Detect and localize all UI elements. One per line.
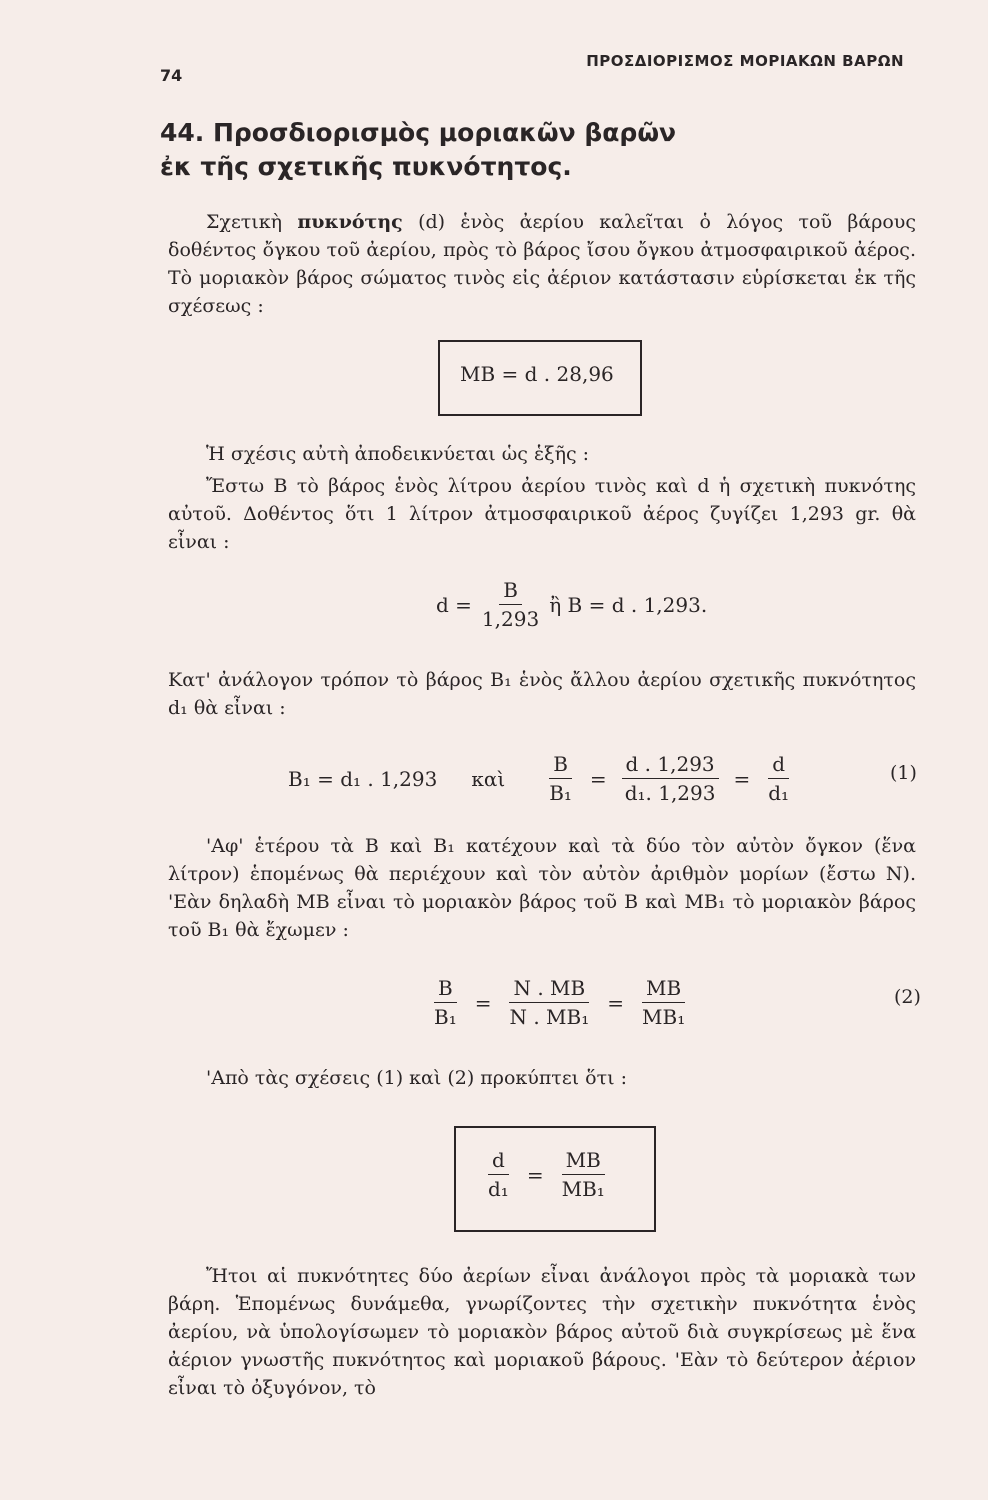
eq3-fraction-3 bbox=[764, 752, 793, 805]
definition-term: πυκνότης bbox=[297, 211, 403, 233]
box2-f2-numerator: MB bbox=[562, 1148, 605, 1175]
eq4-f1-numerator: B bbox=[434, 976, 457, 1003]
paragraph-weight-liter: Ἔστω Β τὸ βάρος ἑνὸς λίτρου ἀερίου τινὸς καὶ d ἡ σχετικὴ πυκνότης αὐτοῦ. Δοθέντος ὅτι 1 λίτρον ἀτμοσφαιρικοῦ ἀέρος ζυγίζει 1,293 gr. θὰ εἶναι : bbox=[168, 475, 916, 553]
eq3-f1-numerator: B bbox=[549, 752, 572, 779]
equals-sign: = bbox=[733, 766, 751, 791]
box2-f1-denominator: d₁ bbox=[488, 1177, 509, 1201]
equation-mb-density: MB = d . 28,96 bbox=[460, 362, 614, 386]
eq4-f3-numerator: MB bbox=[642, 976, 685, 1003]
page-number: 74 bbox=[160, 66, 183, 85]
box2-f2-denominator: MB₁ bbox=[561, 1177, 605, 1201]
eq3-f1-denominator: B₁ bbox=[549, 781, 572, 805]
box2-fraction-2 bbox=[558, 1148, 609, 1201]
eq2-numerator: B bbox=[499, 578, 522, 605]
eq4-fraction-1 bbox=[430, 976, 461, 1029]
eq3-f3-denominator: d₁ bbox=[768, 781, 790, 805]
paragraph-conclusion-intro: 'Απὸ τὰς σχέσεις (1) καὶ (2) προκύπτει ὅτι : bbox=[206, 1067, 627, 1089]
running-title: ΠΡΟΣΔΙΟΡΙΣΜΟΣ ΜΟΡΙΑΚΩΝ ΒΑΡΩΝ bbox=[586, 52, 904, 70]
definition-rest: (d) ἑνὸς ἀερίου καλεῖται ὁ λόγος τοῦ βάρους δοθέντος ὄγκου τοῦ ἀερίου, πρὸς τὸ βάρος ἴσου ὄγκου ἀτμοσφαιρικοῦ ἀέρος. Τὸ μοριακὸν βάρος σώματος τινὸς εἰς ἀέριον κατάστασιν εὑρίσκεται ἐκ τῆς σχέσεως : bbox=[168, 211, 916, 317]
eq2-rhs: ἢ B = d . 1,293. bbox=[549, 592, 708, 617]
equation-1 bbox=[288, 752, 799, 805]
eq3-fraction-1 bbox=[545, 752, 576, 805]
paragraph-analogous: Κατ' ἀνάλογον τρόπον τὸ βάρος Β₁ ἑνὸς ἄλλου ἀερίου σχετικῆς πυκνότητος d₁ θὰ εἶναι : bbox=[168, 669, 916, 719]
equals-sign: = bbox=[526, 1162, 544, 1187]
eq4-fraction-3 bbox=[638, 976, 689, 1029]
equation-2 bbox=[424, 976, 695, 1029]
equals-sign: = bbox=[589, 766, 607, 791]
eq2-lhs: d = bbox=[436, 592, 472, 617]
paragraph-proof-intro: Ἡ σχέσις αὐτὴ ἀποδεικνύεται ὡς ἑξῆς : bbox=[206, 443, 590, 465]
equation-number-2: (2) bbox=[894, 986, 921, 1008]
section-title: 44. Προσδιορισμὸς μοριακῶν βαρῶν ἐκ τῆς σχετικῆς πυκνότητος. bbox=[160, 118, 677, 181]
box2-fraction-1 bbox=[484, 1148, 513, 1201]
eq4-f3-denominator: MB₁ bbox=[642, 1005, 686, 1029]
equation-density-molar-ratio bbox=[478, 1148, 615, 1201]
eq2-fraction bbox=[478, 578, 543, 631]
equals-sign: = bbox=[474, 990, 492, 1015]
definition-lead: Σχετικὴ bbox=[206, 211, 298, 233]
paragraph-conclusion: Ἤτοι αἱ πυκνότητες δύο ἀερίων εἶναι ἀνάλογοι πρὸς τὰ μοριακὰ των βάρη. Ἑπομένως δυνάμεθα, γνωρίζοντες τὴν σχετικὴν πυκνότητα ἑνὸς ἀερίου, νὰ ὑπολογίσωμεν τὸ μοριακὸν βάρος αὐτοῦ διὰ συγκρίσεως μὲ ἕνα ἀέριον γνωστῆς πυκνότητος καὶ μοριακοῦ βάρους. 'Εὰν τὸ δεύτερον ἀέριον εἶναι τὸ ὀξυγόνον, τὸ bbox=[168, 1265, 916, 1399]
equals-sign: = bbox=[607, 990, 625, 1015]
equation-number-1: (1) bbox=[890, 762, 917, 784]
paragraph-definition bbox=[168, 208, 916, 320]
eq4-f2-numerator: N . MB bbox=[509, 976, 589, 1003]
eq4-fraction-2 bbox=[505, 976, 593, 1029]
box2-f1-numerator: d bbox=[488, 1148, 509, 1175]
eq3-f2-denominator: d₁. 1,293 bbox=[624, 781, 716, 805]
eq2-denominator: 1,293 bbox=[481, 607, 540, 631]
eq3-fraction-2 bbox=[621, 752, 720, 805]
paragraph-molecules: 'Αφ' ἑτέρου τὰ Β καὶ Β₁ κατέχουν καὶ τὰ δύο τὸν αὐτὸν ὄγκον (ἕνα λίτρον) ἑπομένως θὰ περιέχουν καὶ τὸν αὐτὸν ἀριθμὸν μορίων (ἔστω Ν). 'Εὰν δηλαδὴ ΜΒ εἶναι τὸ μοριακὸν βάρος τοῦ Β καὶ ΜΒ₁ τὸ μοριακὸν βάρος τοῦ Β₁ θὰ ἔχωμεν : bbox=[168, 835, 916, 941]
eq3-f2-numerator: d . 1,293 bbox=[622, 752, 719, 779]
eq4-f2-denominator: N . MB₁ bbox=[509, 1005, 590, 1029]
eq3-first: B₁ = d₁ . 1,293 bbox=[288, 766, 438, 791]
eq3-f3-numerator: d bbox=[768, 752, 789, 779]
eq4-f1-denominator: B₁ bbox=[434, 1005, 457, 1029]
equation-density-ratio bbox=[436, 578, 707, 631]
eq3-conjunction: καὶ bbox=[471, 766, 506, 791]
